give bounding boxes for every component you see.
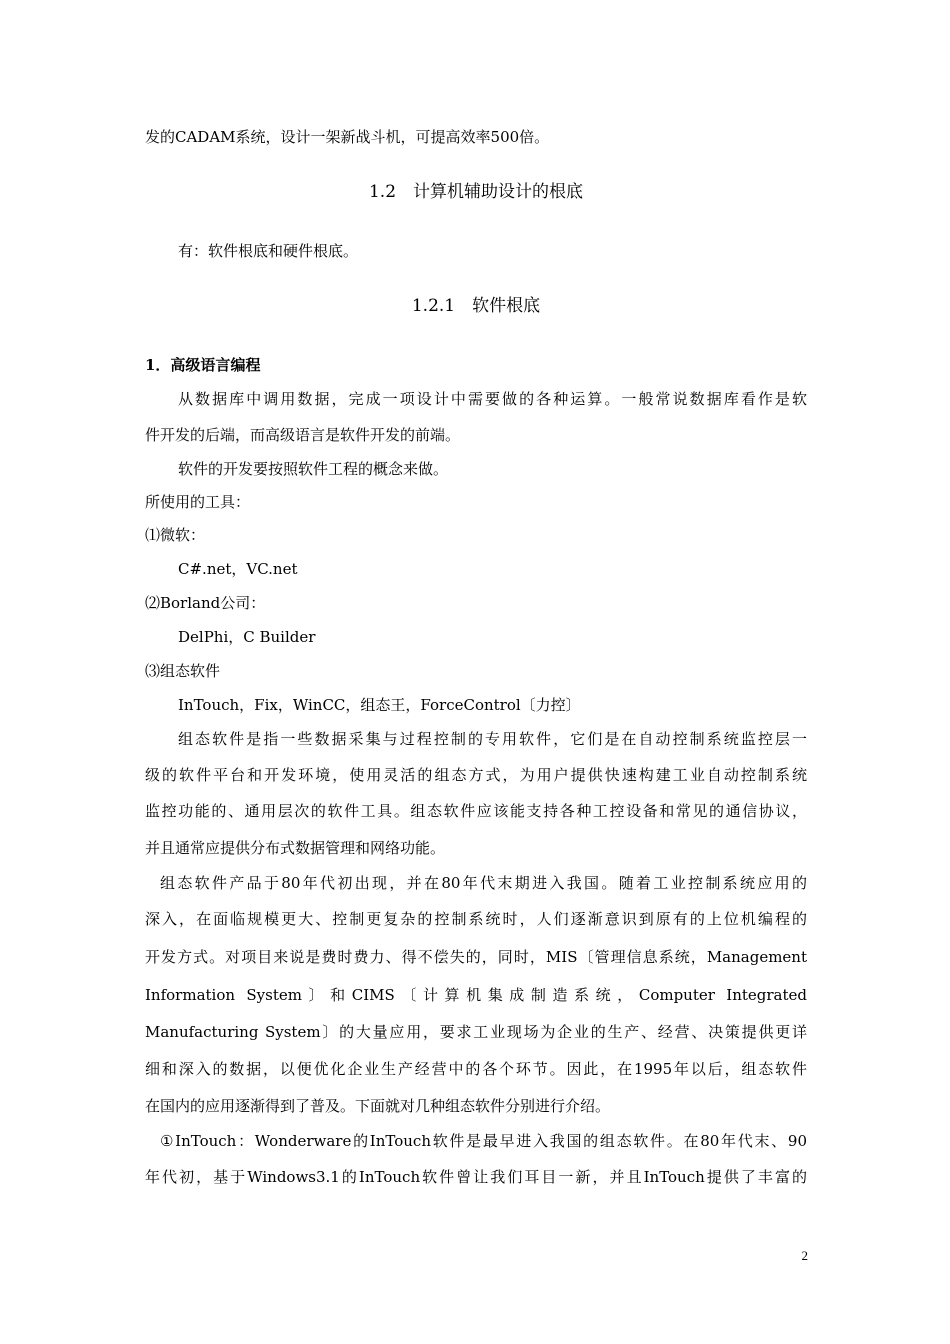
subheading-programming: 1．高级语言编程 xyxy=(145,356,261,374)
list-value-config-software: InTouch，Fix，WinCC，组态王，ForceControl〔力控〕 xyxy=(178,696,581,714)
paragraph-software-engineering: 软件的开发要按照软件工程的概念来做。 xyxy=(178,460,449,478)
list-item-microsoft: ⑴微软： xyxy=(145,526,206,544)
paragraph-history-line-6: 细和深入的数据，以便优化企业生产经营中的各个环节。因此，在1995年以后，组态软件 xyxy=(145,1060,807,1078)
paragraph-intouch-line-1: ①InTouch：Wonderware的InTouch软件是最早进入我国的组态软件。在80年代末、90 xyxy=(160,1132,807,1150)
paragraph-history-line-5: Manufacturing System〕的大量应用，要求工业现场为企业的生产、经营、决策提供更详 xyxy=(145,1023,807,1041)
paragraph-history-line-7: 在国内的应用逐渐得到了普及。下面就对几种组态软件分别进行介绍。 xyxy=(145,1097,611,1115)
page-number: 2 xyxy=(801,1248,808,1263)
paragraph-config-line-1: 组态软件是指一些数据采集与过程控制的专用软件，它们是在自动控制系统监控层一 xyxy=(178,730,807,748)
section-heading-1-2: 1.2 计算机辅助设计的根底 xyxy=(368,182,584,202)
list-item-config-software: ⑶组态软件 xyxy=(145,662,221,680)
list-value-borland: DelPhi，C Builder xyxy=(178,628,316,646)
paragraph-history-line-1: 组态软件产品于80年代初出现，并在80年代末期进入我国。随着工业控制系统应用的 xyxy=(160,874,807,892)
paragraph-config-line-2: 级的软件平台和开发环境，使用灵活的组态方式，为用户提供快速构建工业自动控制系统 xyxy=(145,766,807,784)
paragraph-history-line-2: 深入，在面临规模更大、控制更复杂的控制系统时，人们逐渐意识到原有的上位机编程的 xyxy=(145,910,807,928)
section-heading-1-2-1: 1.2.1 软件根底 xyxy=(411,296,541,316)
list-item-borland: ⑵Borland公司： xyxy=(145,594,266,612)
paragraph-database-line-1: 从数据库中调用数据，完成一项设计中需要做的各种运算。一般常说数据库看作是软 xyxy=(178,390,807,408)
paragraph-history-line-4: Information System〕和CIMS〔计算机集成制造系统，Computer Integrated xyxy=(145,986,807,1004)
text-line-foundations: 有：软件根底和硬件根底。 xyxy=(178,242,359,260)
paragraph-intouch-line-2: 年代初，基于Windows3.1的InTouch软件曾让我们耳目一新，并且InTouch提供了丰富的 xyxy=(145,1168,807,1186)
paragraph-config-line-4: 并且通常应提供分布式数据管理和网络功能。 xyxy=(145,839,446,857)
paragraph-config-line-3: 监控功能的、通用层次的软件工具。组态软件应该能支持各种工控设备和常见的通信协议， xyxy=(145,802,807,820)
paragraph-database-line-2: 件开发的后端，而高级语言是软件开发的前端。 xyxy=(145,426,461,444)
paragraph-history-line-3: 开发方式。对项目来说是费时费力、得不偿失的，同时，MIS〔管理信息系统，Management xyxy=(145,948,807,966)
list-value-microsoft: C#.net，VC.net xyxy=(178,560,298,578)
tools-label: 所使用的工具： xyxy=(145,493,251,511)
text-line-cadam: 发的CADAM系统，设计一架新战斗机，可提高效率500倍。 xyxy=(145,128,550,146)
